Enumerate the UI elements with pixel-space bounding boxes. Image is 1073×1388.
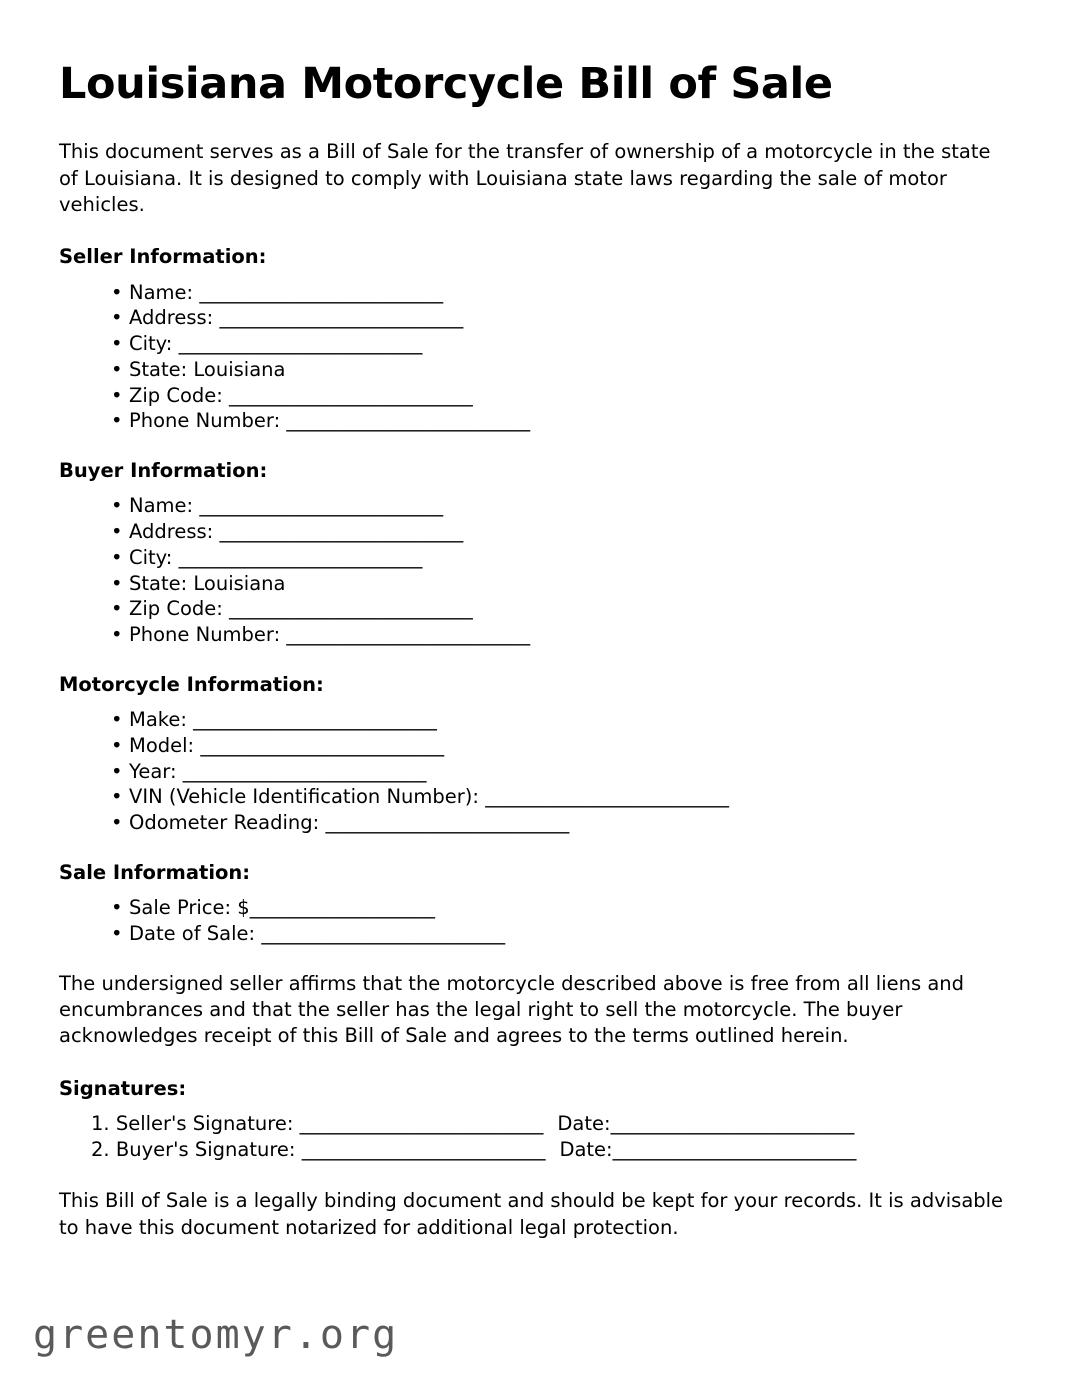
intro-paragraph: This document serves as a Bill of Sale for the transfer of ownership of a motorcycle in the state of Louisiana. It is designed to comply with Louisiana state laws regarding the sale of motor vehicles. — [59, 140, 991, 217]
field-blank: ___________________ — [249, 896, 435, 920]
field-buyer-address — [111, 519, 1009, 545]
field-label: Make: — [129, 708, 194, 732]
signature-date-label: Date: — [559, 1137, 613, 1161]
field-label: Phone Number: — [129, 623, 287, 647]
field-blank: _________________________ — [182, 759, 427, 783]
field-buyer-zip — [111, 596, 1009, 622]
field-blank: _________________________ — [229, 383, 473, 407]
field-label: Address: — [129, 306, 220, 330]
field-blank: _________________________ — [178, 332, 423, 356]
field-label: Odometer Reading: — [129, 811, 326, 835]
field-motorcycle-model — [111, 733, 1009, 759]
motorcycle-information-heading: Motorcycle Information: — [59, 672, 324, 696]
field-value: Louisiana — [193, 571, 286, 595]
field-label: Name: — [129, 280, 200, 304]
field-blank: _________________________ — [178, 545, 423, 569]
signature-row-seller — [91, 1111, 1009, 1137]
signature-label: Buyer's Signature: — [115, 1137, 302, 1161]
field-blank: _________________________ — [261, 921, 506, 945]
signature-row-buyer — [91, 1137, 1009, 1163]
field-label: Sale Price: $ — [129, 896, 250, 920]
field-label: Model: — [129, 733, 201, 757]
buyer-information-heading: Buyer Information: — [59, 459, 268, 483]
field-buyer-city — [111, 545, 1009, 571]
field-buyer-name — [111, 493, 1009, 519]
field-seller-address — [111, 305, 1009, 331]
field-label: City: — [129, 332, 179, 356]
page-title: Louisiana Motorcycle Bill of Sale — [59, 59, 833, 109]
signature-date-blank: _________________________ — [610, 1111, 855, 1135]
field-motorcycle-make — [111, 707, 1009, 733]
field-label: Zip Code: — [129, 597, 230, 621]
seller-information-fields — [59, 280, 1009, 434]
sale-information-heading: Sale Information: — [59, 860, 251, 884]
field-blank: _________________________ — [219, 520, 464, 544]
signature-date-blank: _________________________ — [612, 1137, 857, 1161]
signature-rows — [59, 1111, 1009, 1162]
field-seller-name — [111, 280, 1009, 306]
field-blank: _________________________ — [193, 708, 437, 732]
field-blank: _________________________ — [485, 785, 729, 809]
field-seller-city — [111, 331, 1009, 357]
field-label: Year: — [129, 759, 183, 783]
field-blank: _________________________ — [286, 623, 531, 647]
field-buyer-phone — [111, 622, 1009, 648]
signatures-heading: Signatures: — [59, 1076, 187, 1100]
field-seller-zip — [111, 383, 1009, 409]
seller-information-heading: Seller Information: — [59, 245, 267, 269]
field-label: State: — [129, 571, 194, 595]
field-seller-phone — [111, 408, 1009, 434]
signature-date-label: Date: — [557, 1111, 611, 1135]
field-label: Date of Sale: — [129, 921, 262, 945]
site-watermark: greentomyr.org — [33, 1312, 399, 1358]
field-blank: _________________________ — [200, 733, 445, 757]
field-motorcycle-odometer — [111, 810, 1009, 836]
closing-paragraph: This Bill of Sale is a legally binding document and should be kept for your records. It is advisable to have this document notarized for additional legal protection. — [59, 1189, 1004, 1239]
field-blank: _________________________ — [219, 306, 464, 330]
signature-blank: _________________________ — [299, 1111, 544, 1135]
field-label: Phone Number: — [129, 409, 287, 433]
field-buyer-state — [111, 571, 1009, 597]
field-label: VIN (Vehicle Identification Number): — [129, 785, 486, 809]
field-label: Zip Code: — [129, 383, 230, 407]
buyer-information-fields — [59, 493, 1009, 647]
field-seller-state — [111, 357, 1009, 383]
field-blank: _________________________ — [199, 494, 444, 518]
field-blank: _________________________ — [229, 597, 473, 621]
field-motorcycle-vin — [111, 784, 1009, 810]
field-blank: _________________________ — [325, 811, 570, 835]
field-label: Address: — [129, 520, 220, 544]
signature-label: Seller's Signature: — [115, 1111, 300, 1135]
field-blank: _________________________ — [199, 280, 444, 304]
signature-blank: _________________________ — [301, 1137, 546, 1161]
field-label: State: — [129, 357, 194, 381]
field-value: Louisiana — [193, 357, 286, 381]
field-date-of-sale — [111, 921, 1009, 947]
field-label: City: — [129, 545, 179, 569]
document-content — [59, 60, 1009, 1267]
affirmation-paragraph: The undersigned seller affirms that the motorcycle described above is free from all liens and encumbrances and that the seller has the legal right to sell the motorcycle. The buyer acknowledges receipt of this Bill of Sale and agrees to the terms outlined herein. — [59, 971, 965, 1048]
motorcycle-information-fields — [59, 707, 1009, 836]
field-label: Name: — [129, 494, 200, 518]
field-motorcycle-year — [111, 759, 1009, 785]
field-blank: _________________________ — [286, 409, 531, 433]
field-sale-price — [111, 895, 1009, 921]
sale-information-fields — [59, 895, 1009, 946]
